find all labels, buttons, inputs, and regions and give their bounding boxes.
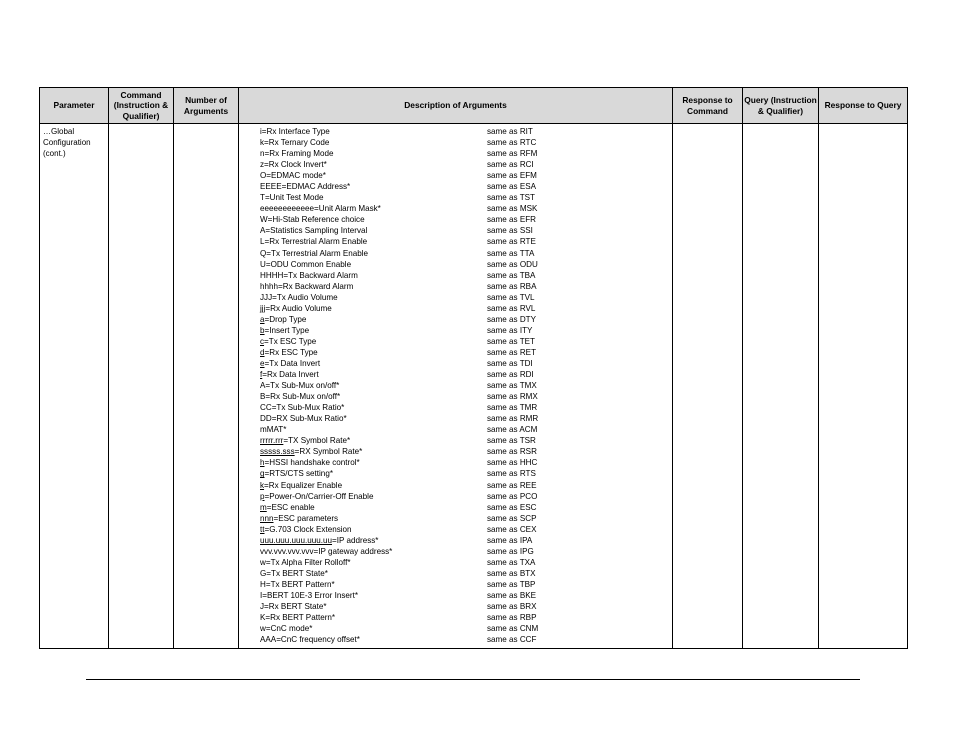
argument-description: A=Statistics Sampling Interval (260, 226, 368, 236)
argument-row (260, 148, 680, 159)
argument-row (260, 579, 680, 590)
argument-description: Q=Tx Terrestrial Alarm Enable (260, 248, 369, 258)
argument-description: eeeeeeeeeeee=Unit Alarm Mask* (260, 204, 381, 214)
argument-description: CC=Tx Sub-Mux Ratio* (260, 403, 345, 413)
header-number-of-arguments: Number of Arguments (174, 88, 239, 124)
argument-row (260, 336, 680, 347)
argument-row (260, 192, 680, 203)
query-cell (743, 124, 819, 649)
argument-row (260, 601, 680, 612)
argument-same-as: same as RSR (487, 447, 537, 457)
argument-same-as: same as TVL (487, 292, 535, 302)
argument-row (260, 292, 680, 303)
argument-description: AAA=CnC frequency offset* (260, 635, 360, 645)
argument-description: i=Rx Interface Type (260, 127, 330, 136)
argument-same-as: same as ESC (487, 502, 537, 512)
argument-same-as: same as MSK (487, 204, 538, 214)
argument-same-as: same as SSI (487, 226, 533, 236)
argument-same-as: same as RCI (487, 160, 534, 170)
argument-description: nnn=ESC parameters (260, 513, 339, 523)
argument-row (260, 314, 680, 325)
argument-same-as: same as EFM (487, 171, 537, 181)
argument-row (260, 369, 680, 380)
argument-row (260, 259, 680, 270)
number-of-arguments-cell (174, 124, 239, 649)
argument-row (260, 203, 680, 214)
argument-same-as: same as TMX (487, 381, 537, 391)
argument-same-as: same as ACM (487, 425, 538, 435)
argument-description: uuu.uuu.uuu.uuu.uu=IP address* (260, 535, 379, 545)
argument-row (260, 513, 680, 524)
argument-row (260, 402, 680, 413)
parameter-cell: …Global Configuration (cont.) (40, 124, 109, 649)
argument-row (260, 446, 680, 457)
argument-same-as: same as RIT (487, 127, 533, 136)
argument-same-as: same as RTC (487, 138, 537, 148)
argument-same-as: same as SCP (487, 513, 537, 523)
argument-row (260, 159, 680, 170)
argument-description: sssss.sss=RX Symbol Rate* (260, 447, 363, 457)
argument-description: L=Rx Terrestrial Alarm Enable (260, 237, 368, 247)
argument-description: DD=RX Sub-Mux Ratio* (260, 414, 347, 424)
argument-list (260, 126, 680, 645)
argument-description: p=Power-On/Carrier-Off Enable (260, 491, 374, 501)
argument-same-as: same as RVL (487, 303, 536, 313)
argument-description: vvv.vvv.vvv.vvv=IP gateway address* (260, 546, 393, 556)
argument-description: rrrrr.rrr=TX Symbol Rate* (260, 436, 351, 446)
argument-row (260, 236, 680, 247)
response-to-query-cell (819, 124, 908, 649)
argument-description: K=Rx BERT Pattern* (260, 613, 336, 623)
description-cell (239, 124, 673, 649)
argument-row (260, 502, 680, 513)
argument-row (260, 546, 680, 557)
argument-description: hhhh=Rx Backward Alarm (260, 281, 354, 291)
argument-row (260, 281, 680, 292)
argument-description: d=Rx ESC Type (260, 347, 318, 357)
argument-description: O=EDMAC mode* (260, 171, 326, 181)
argument-same-as: same as IPA (487, 535, 533, 545)
argument-same-as: same as CCF (487, 635, 537, 645)
argument-same-as: same as RBA (487, 281, 537, 291)
argument-row (260, 225, 680, 236)
argument-description: f=Rx Data Invert (260, 370, 319, 380)
argument-description: EEEE=EDMAC Address* (260, 182, 351, 192)
argument-same-as: same as RET (487, 347, 537, 357)
argument-description: z=Rx Clock Invert* (260, 160, 327, 170)
argument-same-as: same as TTA (487, 248, 535, 258)
argument-same-as: same as DTY (487, 314, 537, 324)
argument-same-as: same as TET (487, 336, 535, 346)
argument-row (260, 491, 680, 502)
argument-description: I=BERT 10E-3 Error Insert* (260, 590, 358, 600)
argument-row (260, 480, 680, 491)
argument-same-as: same as TMR (487, 403, 538, 413)
header-response-to-command: Response to Command (673, 88, 743, 124)
argument-same-as: same as BRX (487, 602, 537, 612)
argument-row (260, 413, 680, 424)
argument-description: W=Hi-Stab Reference choice (260, 215, 365, 225)
argument-same-as: same as TXA (487, 557, 536, 567)
argument-description: n=Rx Framing Mode (260, 149, 334, 159)
argument-row (260, 347, 680, 358)
argument-description: A=Tx Sub-Mux on/off* (260, 381, 340, 391)
argument-row (260, 623, 680, 634)
argument-description: tt=G.703 Clock Extension (260, 524, 352, 534)
argument-description: T=Unit Test Mode (260, 193, 324, 203)
argument-description: e=Tx Data Invert (260, 358, 321, 368)
argument-row (260, 435, 680, 446)
argument-description: JJJ=Tx Audio Volume (260, 292, 338, 302)
argument-same-as: same as EFR (487, 215, 537, 225)
argument-row (260, 170, 680, 181)
table-row (40, 124, 908, 649)
response-cell (673, 124, 743, 649)
argument-same-as: same as CEX (487, 524, 537, 534)
argument-row (260, 568, 680, 579)
argument-same-as: same as TST (487, 193, 535, 203)
argument-row (260, 214, 680, 225)
command-table (39, 87, 908, 649)
argument-description: B=Rx Sub-Mux on/off* (260, 392, 341, 402)
argument-row (260, 457, 680, 468)
argument-description: w=CnC mode* (260, 624, 313, 634)
argument-row (260, 524, 680, 535)
argument-row (260, 270, 680, 281)
argument-row (260, 535, 680, 546)
argument-row (260, 557, 680, 568)
argument-same-as: same as ODU (487, 259, 538, 269)
argument-same-as: same as BTX (487, 568, 536, 578)
argument-description: c=Tx ESC Type (260, 336, 317, 346)
header-response-to-query: Response to Query (819, 88, 908, 124)
argument-row (260, 358, 680, 369)
header-command: Command (Instruction & Qualifier) (109, 88, 174, 124)
argument-same-as: same as RMX (487, 392, 538, 402)
argument-same-as: same as CNM (487, 624, 539, 634)
argument-same-as: same as ESA (487, 182, 537, 192)
argument-same-as: same as TSR (487, 436, 536, 446)
argument-description: m=ESC enable (260, 502, 315, 512)
argument-row (260, 590, 680, 601)
argument-same-as: same as ITY (487, 325, 533, 335)
argument-row (260, 248, 680, 259)
header-description: Description of Arguments (239, 88, 673, 124)
header-query: Query (Instruction & Qualifier) (743, 88, 819, 124)
argument-row (260, 634, 680, 645)
argument-description: U=ODU Common Enable (260, 259, 352, 269)
argument-description: w=Tx Alpha Filter Rolloff* (260, 557, 351, 567)
argument-description: a=Drop Type (260, 314, 307, 324)
argument-description: H=Tx BERT Pattern* (260, 579, 335, 589)
argument-same-as: same as IPG (487, 546, 534, 556)
argument-same-as: same as RTS (487, 469, 536, 479)
argument-description: J=Rx BERT State* (260, 602, 327, 612)
footer-divider (86, 679, 860, 680)
argument-same-as: same as TBA (487, 270, 536, 280)
argument-row (260, 424, 680, 435)
table-header-row (40, 88, 908, 124)
argument-same-as: same as PCO (487, 491, 538, 501)
argument-same-as: same as TBP (487, 579, 536, 589)
argument-description: k=Rx Ternary Code (260, 138, 330, 148)
argument-row (260, 391, 680, 402)
argument-same-as: same as RMR (487, 414, 539, 424)
argument-same-as: same as REE (487, 480, 537, 490)
argument-row (260, 468, 680, 479)
argument-row (260, 303, 680, 314)
argument-description: b=Insert Type (260, 325, 310, 335)
argument-row (260, 181, 680, 192)
argument-description: jjj=Rx Audio Volume (260, 303, 332, 313)
argument-description: G=Tx BERT State* (260, 568, 328, 578)
argument-description: h=HSSI handshake control* (260, 458, 360, 468)
argument-same-as: same as RTE (487, 237, 536, 247)
argument-same-as: same as TDI (487, 358, 533, 368)
argument-row (260, 137, 680, 148)
argument-row (260, 126, 680, 137)
argument-same-as: same as BKE (487, 590, 537, 600)
argument-row (260, 325, 680, 336)
argument-description: g=RTS/CTS setting* (260, 469, 333, 479)
command-cell (109, 124, 174, 649)
argument-same-as: same as HHC (487, 458, 538, 468)
argument-description: mMAT* (260, 425, 287, 435)
argument-description: HHHH=Tx Backward Alarm (260, 270, 358, 280)
argument-same-as: same as RBP (487, 613, 537, 623)
argument-row (260, 380, 680, 391)
argument-same-as: same as RDI (487, 370, 534, 380)
header-parameter: Parameter (40, 88, 109, 124)
argument-description: k=Rx Equalizer Enable (260, 480, 343, 490)
argument-row (260, 612, 680, 623)
argument-same-as: same as RFM (487, 149, 538, 159)
